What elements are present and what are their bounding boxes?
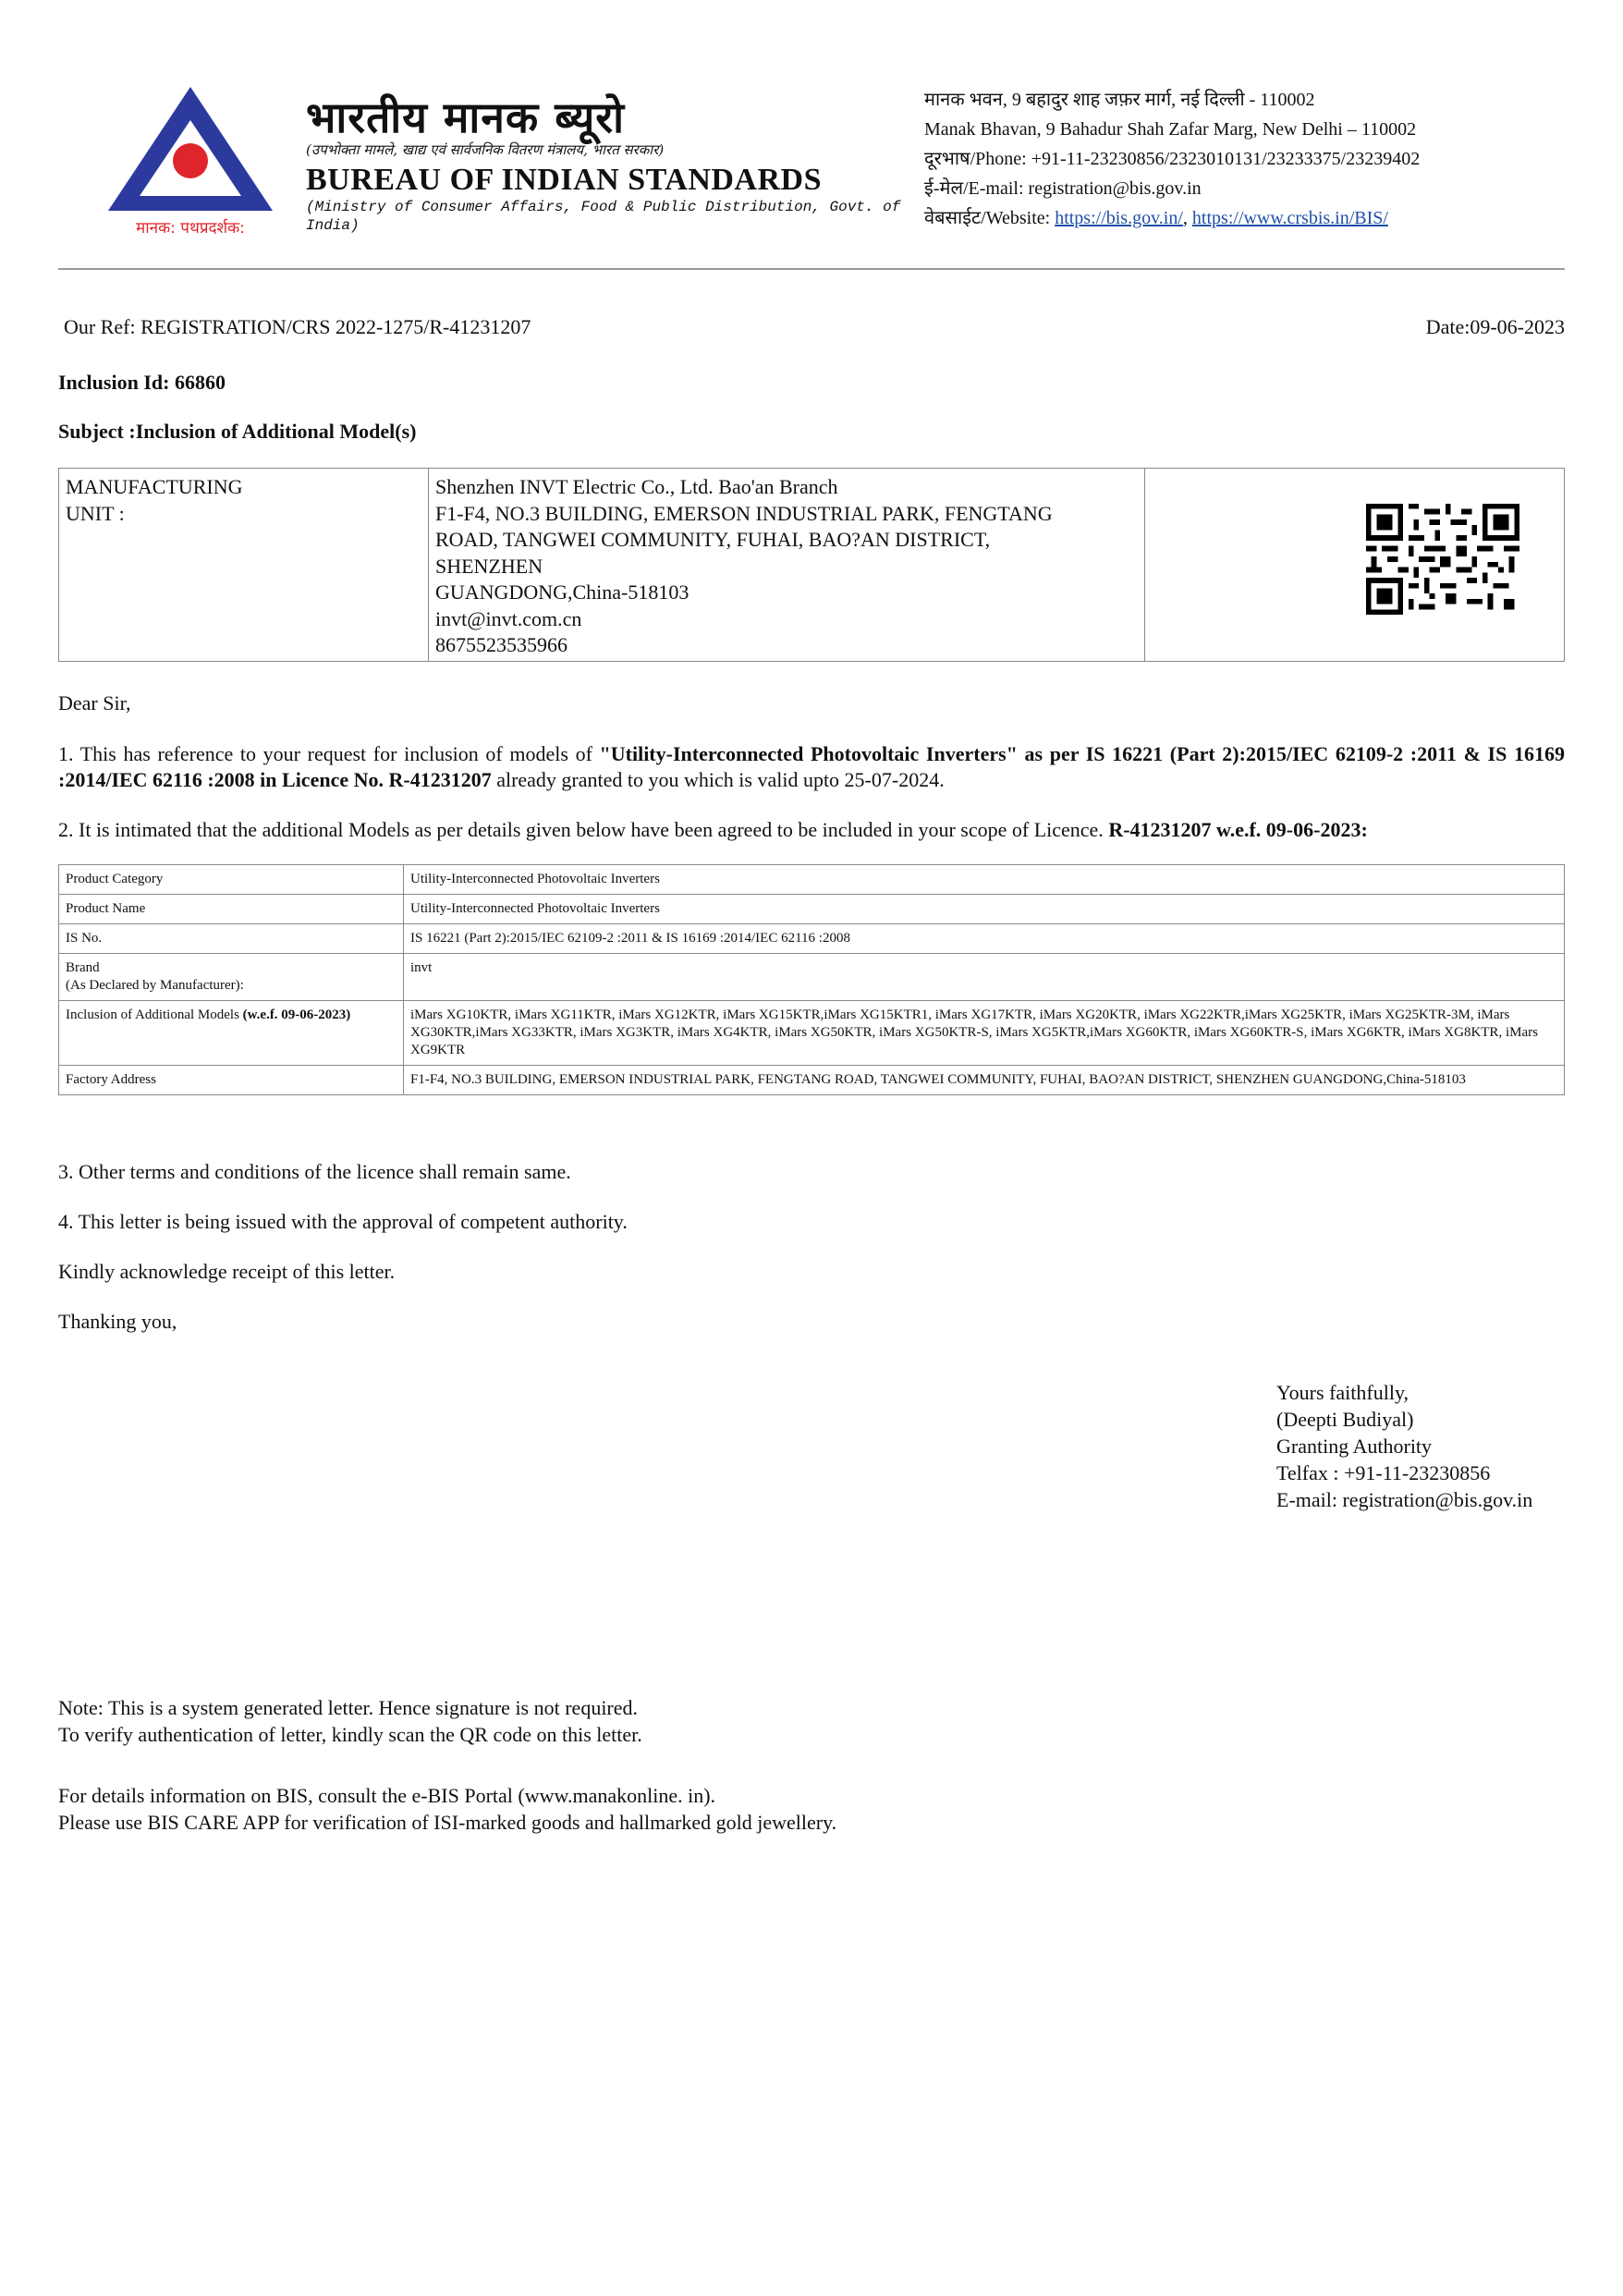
qr-code-icon[interactable]: [1366, 502, 1519, 617]
signatory-title: Granting Authority: [1276, 1435, 1433, 1458]
website-link-crsbis[interactable]: https://www.crsbis.in/BIS/: [1191, 208, 1388, 228]
product-category-value: Utility-Interconnected Photovoltaic Inverters: [404, 865, 1565, 895]
is-no-label: IS No.: [59, 924, 404, 954]
manufacturer-phone: 8675523535966: [435, 633, 567, 656]
paragraph-1-tail: already granted to you which is valid upto 25-07-2024.: [491, 768, 945, 791]
website: [924, 203, 1571, 233]
manufacturing-label-line1: MANUFACTURING: [66, 475, 243, 498]
english-title: BUREAU OF INDIAN STANDARDS: [306, 163, 822, 197]
table-row: [59, 895, 1565, 924]
manufacturing-label-line2: UNIT :: [66, 501, 125, 525]
signatory-telfax: Telfax : +91-11-23230856: [1276, 1461, 1491, 1484]
paragraph-4: 4. This letter is being issued with the approval of competent authority.: [58, 1210, 628, 1233]
note-line-2: To verify authentication of letter, kindly scan the QR code on this letter.: [58, 1723, 642, 1746]
subject: Subject :Inclusion of Additional Model(s): [58, 420, 417, 443]
address-line: ROAD, TANGWEI COMMUNITY, FUHAI, BAO?AN DISTRICT,: [435, 528, 991, 551]
acknowledge-line: Kindly acknowledge receipt of this letter.: [58, 1260, 396, 1283]
paragraph-1-text: 1. This has reference to your request for inclusion of models of: [58, 742, 600, 765]
table-row: [59, 1066, 1565, 1095]
paragraph-2-text: 2. It is intimated that the additional Models as per details given below have been agreed to be included in your scope of Licence.: [58, 818, 1109, 841]
header-divider: [58, 268, 1565, 270]
hindi-subtitle: (उपभोक्ता मामले, खाद्य एवं सार्वजनिक वितरण मंत्रालय, भारत सरकार): [306, 141, 665, 158]
signatory-name: (Deepti Budiyal): [1276, 1408, 1414, 1431]
website-link-bis[interactable]: https://bis.gov.in/: [1055, 208, 1183, 228]
table-row: [59, 865, 1565, 895]
thanking-line: Thanking you,: [58, 1310, 177, 1333]
letter-date: Date:09-06-2023: [1425, 315, 1565, 338]
models-value: iMars XG10KTR, iMars XG11KTR, iMars XG12KTR, iMars XG15KTR,iMars XG15KTR1, iMars XG17KTR, iMars XG20KTR, iMars XG22KTR,iMars XG25KTR, iMars XG25KTR-3M, iMars XG30KTR,iMars XG33KTR, iMars XG3KTR, iMars XG4KTR, iMars XG50KTR, iMars XG50KTR-S, iMars XG5KTR,iMars XG60KTR, iMars XG60KTR-S, iMars XG6KTR, iMars XG8KTR, iMars XG9KTR: [404, 1001, 1565, 1066]
qr-cell: [1145, 469, 1565, 662]
inclusion-id: Inclusion Id: 66860: [58, 371, 226, 394]
note-line-1: Note: This is a system generated letter. Hence signature is not required.: [58, 1696, 639, 1719]
product-name-value: Utility-Interconnected Photovoltaic Inverters: [404, 895, 1565, 924]
signature-closing: Yours faithfully,: [1276, 1381, 1409, 1404]
address-line: F1-F4, NO.3 BUILDING, EMERSON INDUSTRIAL PARK, FENGTANG: [435, 501, 1053, 525]
our-ref: Our Ref: REGISTRATION/CRS 2022-1275/R-41231207: [64, 315, 531, 338]
letterhead: [58, 74, 1565, 259]
email: ई-मेल/E-mail: registration@bis.gov.in: [924, 178, 1202, 199]
table-row: [59, 1001, 1565, 1066]
website-separator: ,: [1182, 208, 1192, 228]
note-line-4: Please use BIS CARE APP for verification of ISI-marked goods and hallmarked gold jewellery.: [58, 1811, 837, 1834]
models-label-date: (w.e.f. 09-06-2023): [242, 1008, 351, 1022]
brand-value: invt: [404, 954, 1565, 1001]
model-details-table: [58, 864, 1565, 1095]
paragraph-1-bold: "Utility-Interconnected Photovoltaic Inverters" as per IS 16221 (Part 2):2015/IEC 62109-2 :2011 & IS 16169 :2014/IEC 62116 :2008 in Licence No. R-41231207: [58, 742, 1565, 791]
models-label-text: Inclusion of Additional Models: [66, 1008, 243, 1022]
product-category-label: Product Category: [59, 865, 404, 895]
phone: दूरभाष/Phone: +91-11-23230856/2323010131/23233375/23239402: [924, 149, 1421, 169]
hindi-title: भारतीय मानक ब्यूरो: [306, 92, 626, 142]
address: Manak Bhavan, 9 Bahadur Shah Zafar Marg, New Delhi – 110002: [924, 119, 1417, 140]
bis-logo: [103, 81, 278, 243]
manufacturer-email: invt@invt.com.cn: [435, 606, 582, 630]
product-name-label: Product Name: [59, 895, 404, 924]
signature-block: [1276, 1379, 1532, 1513]
paragraph-1: [58, 741, 1565, 793]
ministry-line: (Ministry of Consumer Affairs, Food & Public Distribution, Govt. of India): [306, 199, 901, 234]
is-no-value: IS 16221 (Part 2):2015/IEC 62109-2 :2011 & IS 16169 :2014/IEC 62116 :2008: [404, 924, 1565, 954]
address-hindi: मानक भवन, 9 बहादुर शाह जफ़र मार्ग, नई दिल्ली - 110002: [924, 90, 1315, 110]
models-label: [59, 1001, 404, 1066]
paragraph-2-bold: R-41231207 w.e.f. 09-06-2023:: [1108, 818, 1368, 841]
manufacturing-unit-table: [58, 468, 1565, 662]
factory-address-label: Factory Address: [59, 1066, 404, 1095]
brand-label-line1: Brand: [66, 960, 100, 975]
table-row: [59, 924, 1565, 954]
logo-text: मानक: पथप्रदर्शक:: [136, 219, 245, 238]
note-line-3: For details information on BIS, consult the e-BIS Portal (www.manakonline. in).: [58, 1784, 716, 1807]
website-label: वेबसाईट/Website:: [924, 208, 1056, 228]
signatory-email: E-mail: registration@bis.gov.in: [1276, 1488, 1533, 1511]
manufacturer-name: Shenzhen INVT Electric Co., Ltd. Bao'an Branch: [435, 475, 838, 498]
paragraph-3: 3. Other terms and conditions of the licence shall remain same.: [58, 1160, 571, 1183]
paragraph-2: [58, 817, 1565, 843]
address-line: SHENZHEN: [435, 554, 543, 578]
manufacturing-label: [59, 469, 429, 662]
address-line: GUANGDONG,China-518103: [435, 580, 689, 604]
table-row: [59, 954, 1565, 1001]
manufacturing-address: [429, 469, 1145, 662]
brand-label: [59, 954, 404, 1001]
contact-block: [924, 85, 1571, 233]
brand-label-line2: (As Declared by Manufacturer):: [66, 978, 244, 993]
salutation: Dear Sir,: [58, 691, 131, 714]
factory-address-value: F1-F4, NO.3 BUILDING, EMERSON INDUSTRIAL PARK, FENGTANG ROAD, TANGWEI COMMUNITY, FUHAI, BAO?AN DISTRICT, SHENZHEN GUANGDONG,China-518103: [404, 1066, 1565, 1095]
